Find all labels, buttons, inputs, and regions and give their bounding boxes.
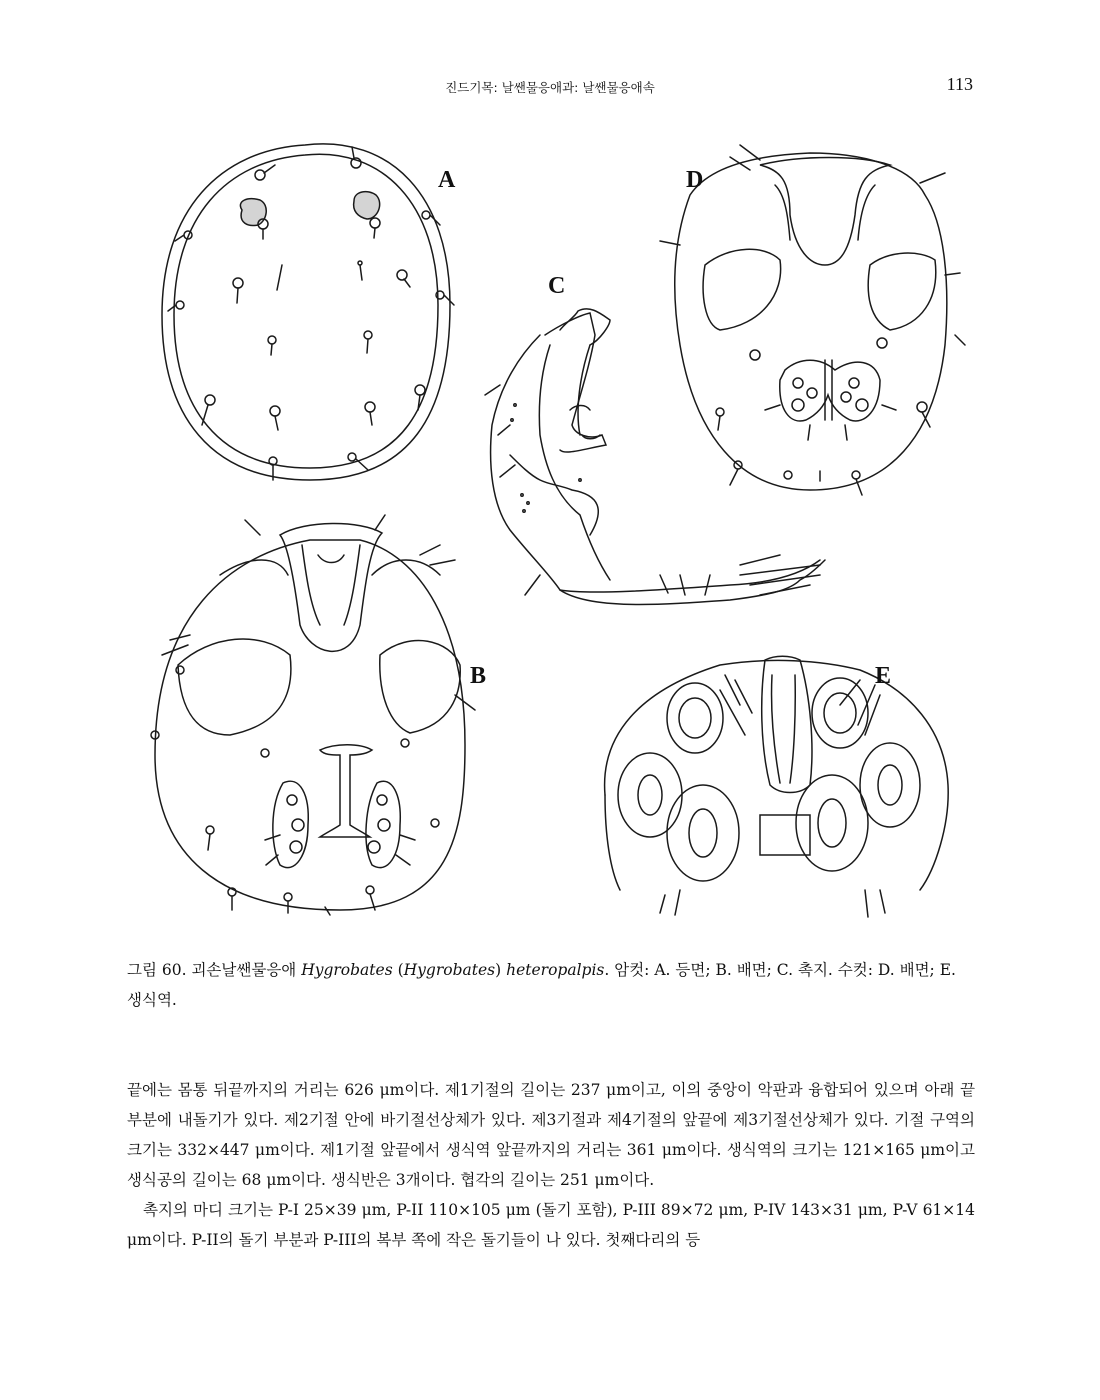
- caption-rest: . 암컷: A. 등면; B. 배면; C. 촉지. 수컷: D. 배면; E. 생식역.: [127, 961, 956, 1009]
- caption-subgenus: Hygrobates: [403, 961, 496, 979]
- panel-d-male-ventral-drawing: [660, 145, 965, 495]
- caption-subgenus-open: (: [392, 961, 404, 979]
- body-text: [127, 1075, 975, 1255]
- panel-c-palp-drawing: [485, 309, 825, 605]
- caption-species: heteropalpis: [506, 961, 605, 979]
- panel-c-label: C: [548, 273, 566, 299]
- paragraph-1: 끝에는 몸통 뒤끝까지의 거리는 626 μm이다. 제1기절의 길이는 237 μm이고, 이의 중앙이 악판과 융합되어 있으며 아래 끝 부분에 내돌기가 있다. 제2기절 안에 바기절선상체가 있다. 제3기절과 제4기절의 앞끝에 제3기절선상체가 있다. 기절 구역의 크기는 332×447 μm이다. 제1기절 앞끝에서 생식역 앞끝까지의 거리는 361 μm이다. 생식역의 크기는 121×165 μm이고 생식공의 길이는 68 μm이다. 생식반은 3개이다. 협각의 길이는 251 μm이다.: [127, 1081, 975, 1189]
- figure-caption: [127, 955, 975, 1015]
- panel-a-dorsal-drawing: [162, 144, 454, 480]
- panel-b-label: B: [470, 663, 487, 689]
- figure-plate: [120, 135, 980, 925]
- panel-a-label: A: [438, 167, 456, 193]
- page-number: 113: [946, 74, 973, 94]
- running-title: 진드기목: 날쌘물응애과: 날쌘물응애속: [445, 80, 655, 95]
- caption-lead: 그림 60. 괴손날쌘물응애: [127, 961, 302, 979]
- running-head: [0, 74, 1100, 98]
- panel-e-label: E: [875, 663, 892, 689]
- caption-subgenus-close: ): [495, 961, 507, 979]
- panel-b-ventral-drawing: [151, 515, 475, 915]
- panel-d-label: D: [686, 167, 704, 193]
- caption-genus: Hygrobates: [301, 961, 393, 979]
- panel-e-genital-field-drawing: [605, 656, 949, 917]
- paragraph-2: 촉지의 마디 크기는 P-I 25×39 μm, P-II 110×105 μm (돌기 포함), P-III 89×72 μm, P-IV 143×31 μm, P-V 61×14 μm이다. P-II의 돌기 부분과 P-III의 복부 쪽에 작은 돌기들이 나 있다. 첫째다리의 등: [127, 1201, 975, 1249]
